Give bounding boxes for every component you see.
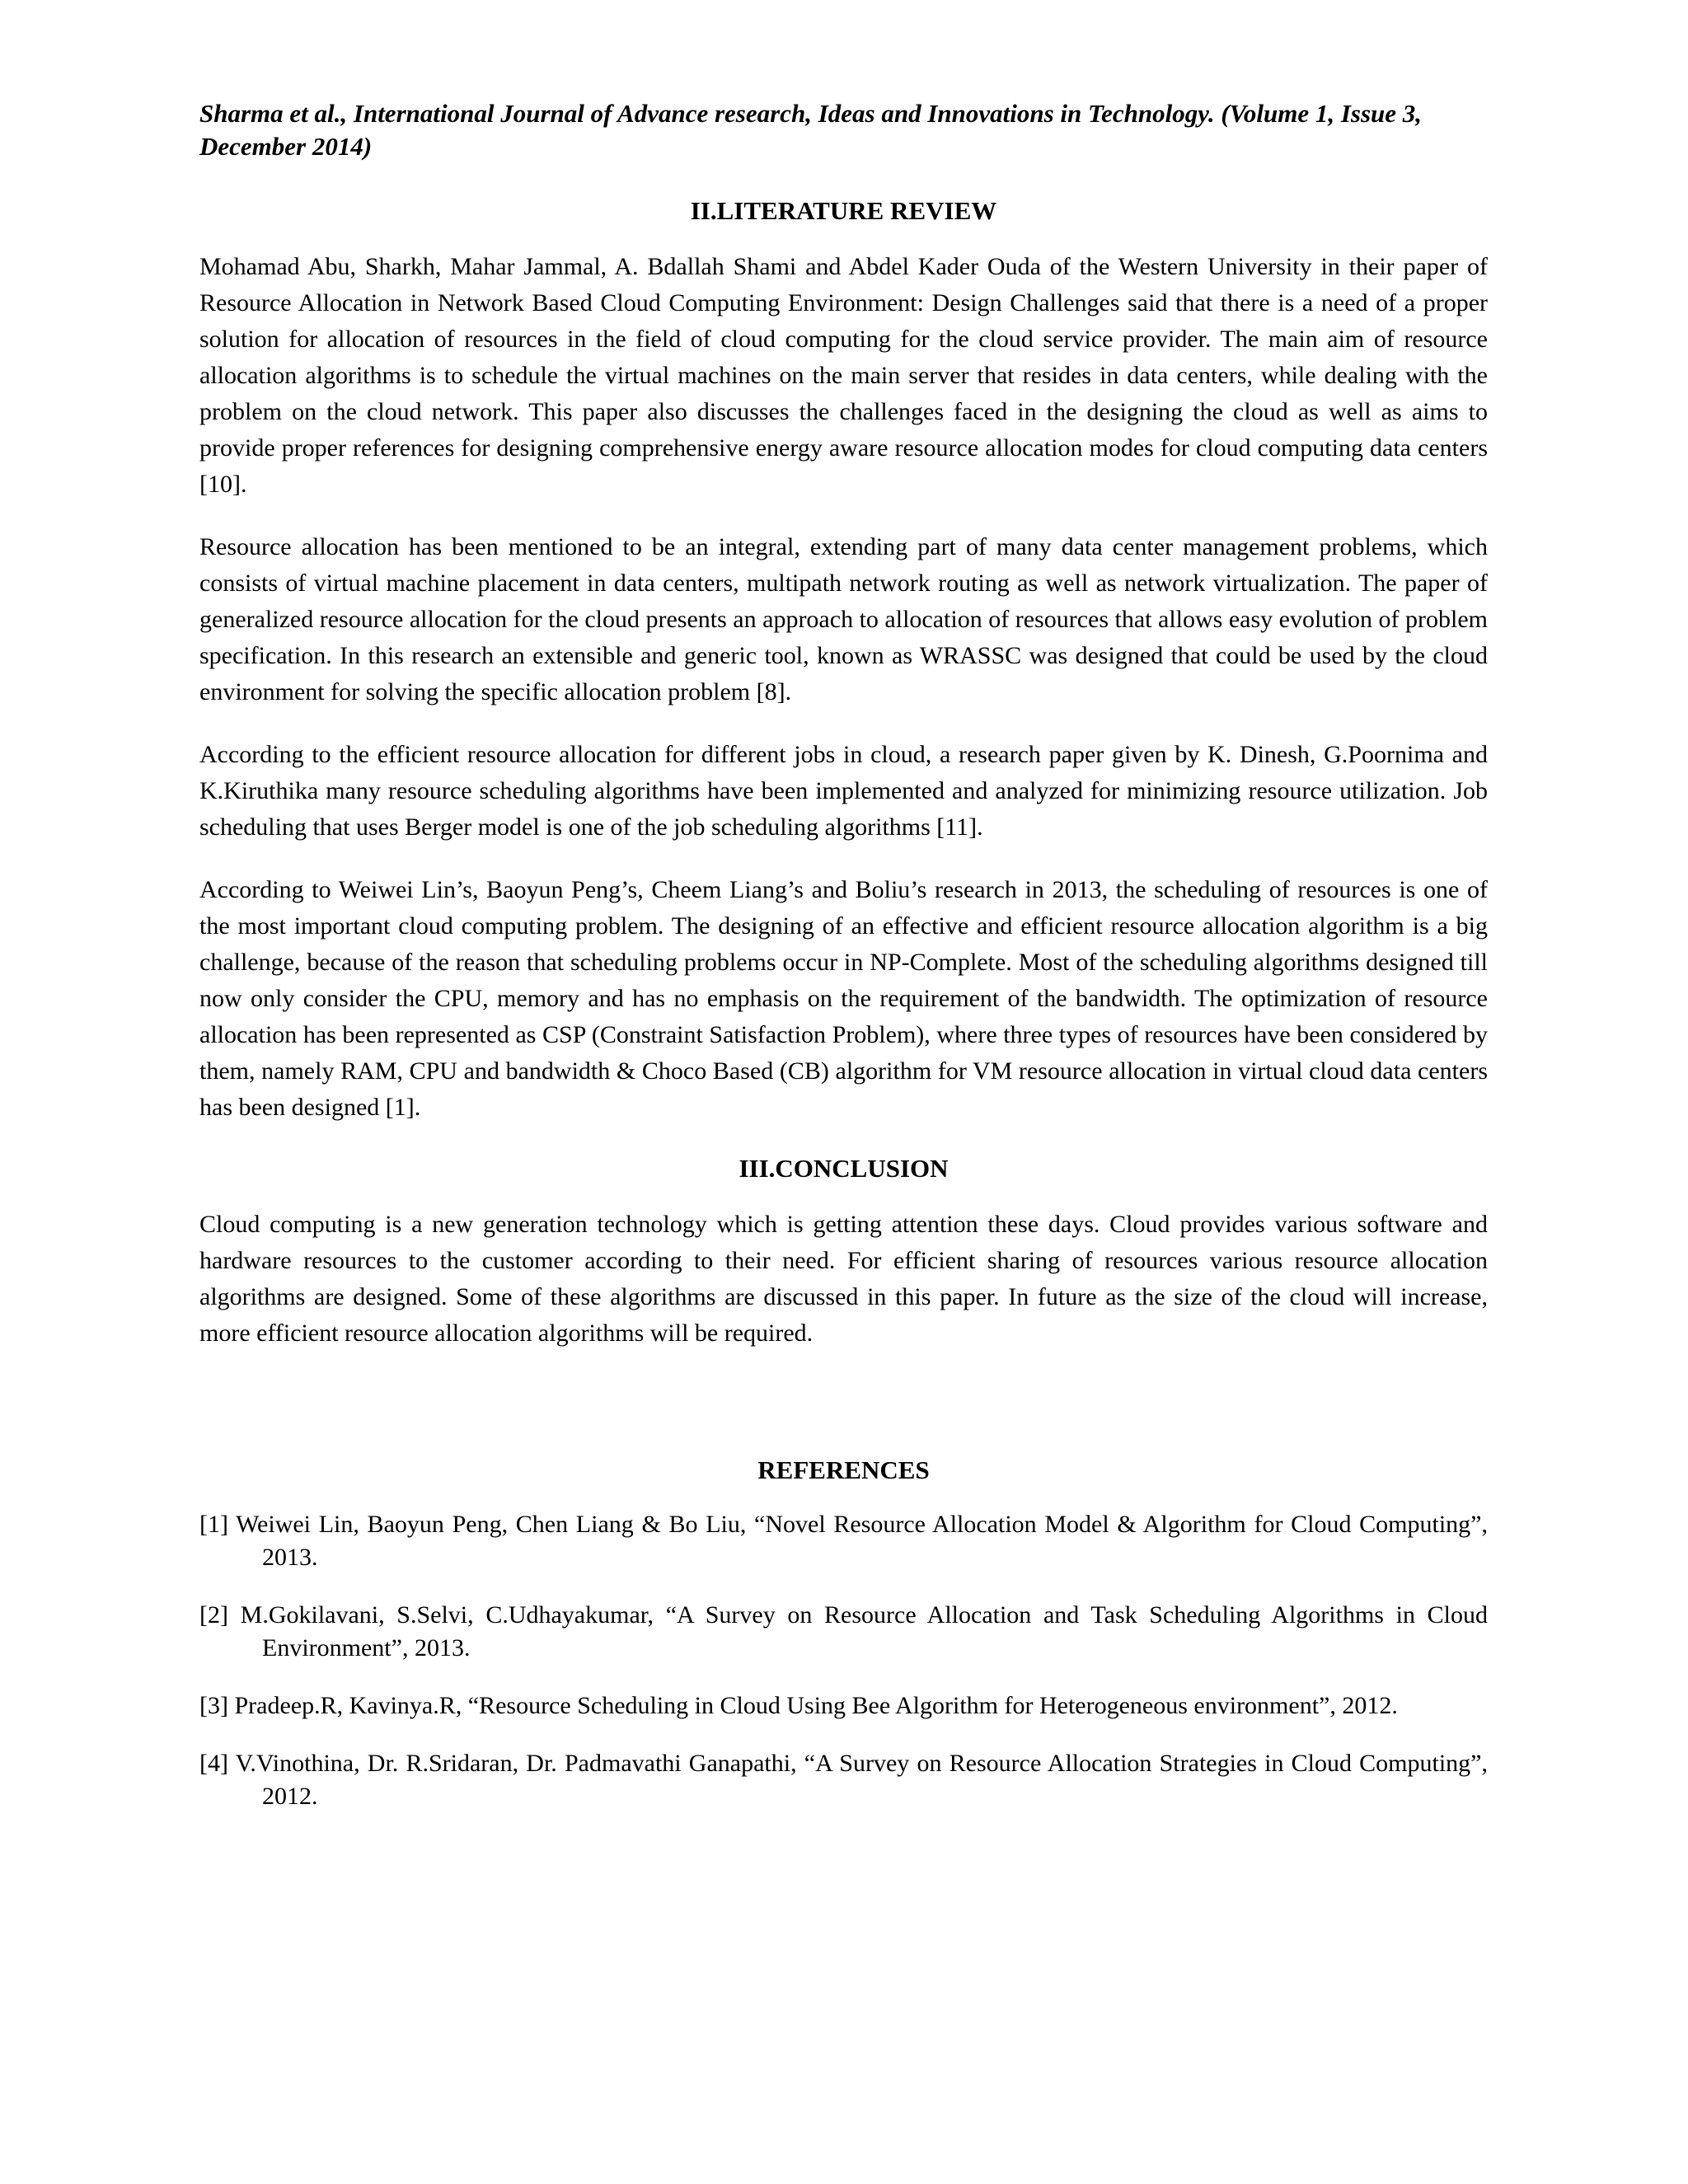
spacer	[199, 1378, 1488, 1454]
literature-review-section	[199, 194, 1488, 1126]
paper-page	[199, 97, 1488, 1838]
reference-item: [4] V.Vinothina, Dr. R.Sridaran, Dr. Padmavathi Ganapathi, “A Survey on Resource Allocation Strategies in Cloud Computing”, 2012.	[199, 1750, 1488, 1810]
paragraph: Cloud computing is a new generation technology which is getting attention these days. Cloud provides various software and hardware resources to the customer according to their need. For efficient sharing of resources various resource allocation algorithms are designed. Some of these algorithms are discussed in this paper. In future as the size of the cloud will increase, more efficient resource allocation algorithms will be required.	[199, 1211, 1488, 1347]
section-heading-references: REFERENCES	[757, 1455, 930, 1484]
section-heading-conclusion: III.CONCLUSION	[738, 1154, 949, 1183]
paragraph: According to the efficient resource allocation for different jobs in cloud, a research paper given by K. Dinesh, G.Poornima and K.Kiruthika many resource scheduling algorithms have been implemented and analyzed for minimizing resource utilization. Job scheduling that uses Berger model is one of the job scheduling algorithms [11].	[199, 741, 1488, 841]
section-heading-literature-review: II.LITERATURE REVIEW	[690, 196, 997, 225]
conclusion-section	[199, 1152, 1488, 1352]
paragraph: Mohamad Abu, Sharkh, Mahar Jammal, A. Bdallah Shami and Abdel Kader Ouda of the Western University in their paper of Resource Allocation in Network Based Cloud Computing Environment: Design Challenges said that there is a need of a proper solution for allocation of resources in the field of cloud computing for the cloud service provider. The main aim of resource allocation algorithms is to schedule the virtual machines on the main server that resides in data centers, while dealing with the problem on the cloud network. This paper also discusses the challenges faced in the designing the cloud as well as aims to provide proper references for designing comprehensive energy aware resource allocation modes for cloud computing data centers [10].	[199, 253, 1488, 498]
references-section	[199, 1454, 1488, 1813]
reference-list	[199, 1508, 1488, 1813]
paragraph: Resource allocation has been mentioned to be an integral, extending part of many data center management problems, which consists of virtual machine placement in data centers, multipath network routing as well as network virtualization. The paper of generalized resource allocation for the cloud presents an approach to allocation of resources that allows easy evolution of problem specification. In this research an extensible and generic tool, known as WRASSC was designed that could be used by the cloud environment for solving the specific allocation problem [8].	[199, 533, 1488, 705]
reference-item: [1] Weiwei Lin, Baoyun Peng, Chen Liang & Bo Liu, “Novel Resource Allocation Model & Algorithm for Cloud Computing”, 2013.	[199, 1511, 1488, 1571]
reference-item: [3] Pradeep.R, Kavinya.R, “Resource Scheduling in Cloud Using Bee Algorithm for Heterogeneous environment”, 2012.	[199, 1692, 1398, 1719]
running-header: Sharma et al., International Journal of Advance research, Ideas and Innovations in Technology. (Volume 1, Issue 3, December 2014)	[199, 99, 1423, 161]
reference-item: [2] M.Gokilavani, S.Selvi, C.Udhayakumar, “A Survey on Resource Allocation and Task Scheduling Algorithms in Cloud Environment”, 2013.	[199, 1601, 1488, 1661]
paragraph: According to Weiwei Lin’s, Baoyun Peng’s, Cheem Liang’s and Boliu’s research in 2013, the scheduling of resources is one of the most important cloud computing problem. The designing of an effective and efficient resource allocation algorithm is a big challenge, because of the reason that scheduling problems occur in NP-Complete. Most of the scheduling algorithms designed till now only consider the CPU, memory and has no emphasis on the requirement of the bandwidth. The optimization of resource allocation has been represented as CSP (Constraint Satisfaction Problem), where three types of resources have been considered by them, namely RAM, CPU and bandwidth & Choco Based (CB) algorithm for VM resource allocation in virtual cloud data centers has been designed [1].	[199, 876, 1488, 1121]
